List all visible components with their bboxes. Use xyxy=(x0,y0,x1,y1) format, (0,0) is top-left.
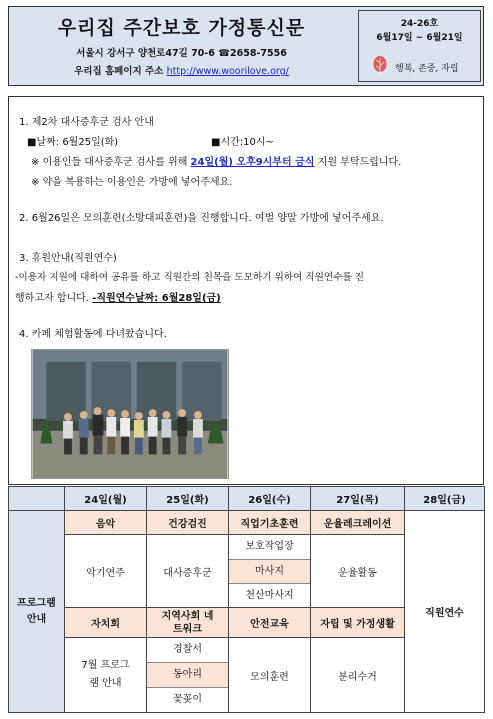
day-fri: 28일(금) xyxy=(405,487,485,511)
address: 서울시 강서구 양천로47길 70-6 xyxy=(76,48,215,59)
list-item: 마사지 xyxy=(229,559,310,583)
category-community-network: 지역사회 네트워크 xyxy=(147,608,229,638)
page-title: 우리집 주간보호 가정통신문 xyxy=(57,17,306,39)
homepage-link[interactable]: http://www.woorilove.org/ xyxy=(166,66,289,77)
date-range: 6월17일 ~ 6월21일 xyxy=(376,33,463,43)
category-independence: 자립 및 가정생활 xyxy=(311,608,405,638)
activity-wed-am xyxy=(229,535,311,608)
red-leaf-logo-icon xyxy=(371,55,389,77)
header-main xyxy=(9,7,354,85)
activity-wed-pm: 모의훈련 xyxy=(229,638,311,713)
category-safety: 안전교육 xyxy=(229,608,311,638)
homepage-label: 우리집 홈페이지 주소 xyxy=(74,66,164,77)
notice-3-title: 3. 휴원안내(직원연수) xyxy=(19,253,117,264)
notice-section xyxy=(8,96,484,485)
list-item: 동아리 xyxy=(147,662,228,687)
activity-mon-am: 악기연주 xyxy=(65,535,147,608)
list-item: 경찰서 xyxy=(173,644,202,655)
weekly-schedule-table xyxy=(8,486,485,713)
phone: 2658-7556 xyxy=(230,48,287,59)
notice-1-date: ■날짜: 6월25일(화) xyxy=(27,137,119,148)
day-mon: 24일(월) xyxy=(65,487,147,511)
notice-3-line-2: 행하고자 합니다. -직원연수날짜: 6월28일(금) xyxy=(15,293,221,304)
notice-2: 2. 6월26일은 모의훈련(소방대피훈련)을 진행합니다. 여벌 양말 가방에 넣어주세요. xyxy=(19,213,384,224)
day-tue: 25일(화) xyxy=(147,487,229,511)
fri-staff-retreat: 직원연수 xyxy=(405,511,485,713)
note-mark: ※ xyxy=(31,177,40,188)
program-row-label: 프로그램 안내 xyxy=(9,511,65,713)
notice-4: 4. 카페 체험활동에 다녀왔습니다. xyxy=(19,329,167,340)
note-mark: ※ xyxy=(31,157,40,168)
list-item: 꽃꽂이 xyxy=(147,687,228,712)
notice-1-note-1: ※ 이용인들 대사증후군 검사를 위해 24일(월) 오후9시부터 금식 지원 부탁드립니다. xyxy=(31,157,402,168)
category-recreation: 운율레크레이션 xyxy=(311,511,405,535)
activity-tue-pm xyxy=(147,638,229,713)
list-item: 천산마사지 xyxy=(229,583,310,607)
newsletter-header xyxy=(8,6,484,86)
notice-1-time: ■시간:10시~ xyxy=(211,137,274,148)
motto: 행복, 존중, 자립 xyxy=(395,64,459,74)
category-music: 음악 xyxy=(65,511,147,535)
corner-cell xyxy=(9,487,65,511)
activity-thu-am: 운율활동 xyxy=(311,535,405,608)
activity-thu-pm: 분리수거 xyxy=(311,638,405,713)
am-category-row xyxy=(9,511,485,535)
activity-tue-am: 대사증후군 xyxy=(147,535,229,608)
address-line xyxy=(9,45,354,59)
issue-box xyxy=(358,10,481,82)
category-health: 건강검진 xyxy=(147,511,229,535)
notice-1-note-2: ※ 약을 복용하는 이용인은 가방에 넣어주세요. xyxy=(31,177,233,188)
schedule-header-row xyxy=(9,487,485,511)
list-item: 보호작업장 xyxy=(245,541,294,552)
fasting-highlight: 24일(월) 오후9시부터 금식 xyxy=(190,157,315,168)
notice-1-title: 1. 제2차 대사증후군 검사 안내 xyxy=(19,117,154,128)
activity-mon-pm: 7월 프로그램 안내 xyxy=(65,638,147,713)
bullet-icon: ■ xyxy=(211,137,221,148)
category-self-government: 자치회 xyxy=(65,608,147,638)
issue-number: 24-26호 xyxy=(400,19,439,29)
phone-icon: ☎ xyxy=(218,48,230,59)
notice-3-line-1: -이용자 지원에 대하여 공유를 하고 직원간의 친목을 도모하기 위하여 직원연수를 진 xyxy=(15,272,365,283)
cafe-activity-photo xyxy=(31,349,229,479)
retreat-date: -직원연수날짜: 6월28일(금) xyxy=(92,293,221,304)
day-thu: 27일(목) xyxy=(311,487,405,511)
category-vocational: 직업기초훈련 xyxy=(229,511,311,535)
homepage-line xyxy=(9,63,354,77)
bullet-icon: ■ xyxy=(27,137,37,148)
day-wed: 26일(수) xyxy=(229,487,311,511)
